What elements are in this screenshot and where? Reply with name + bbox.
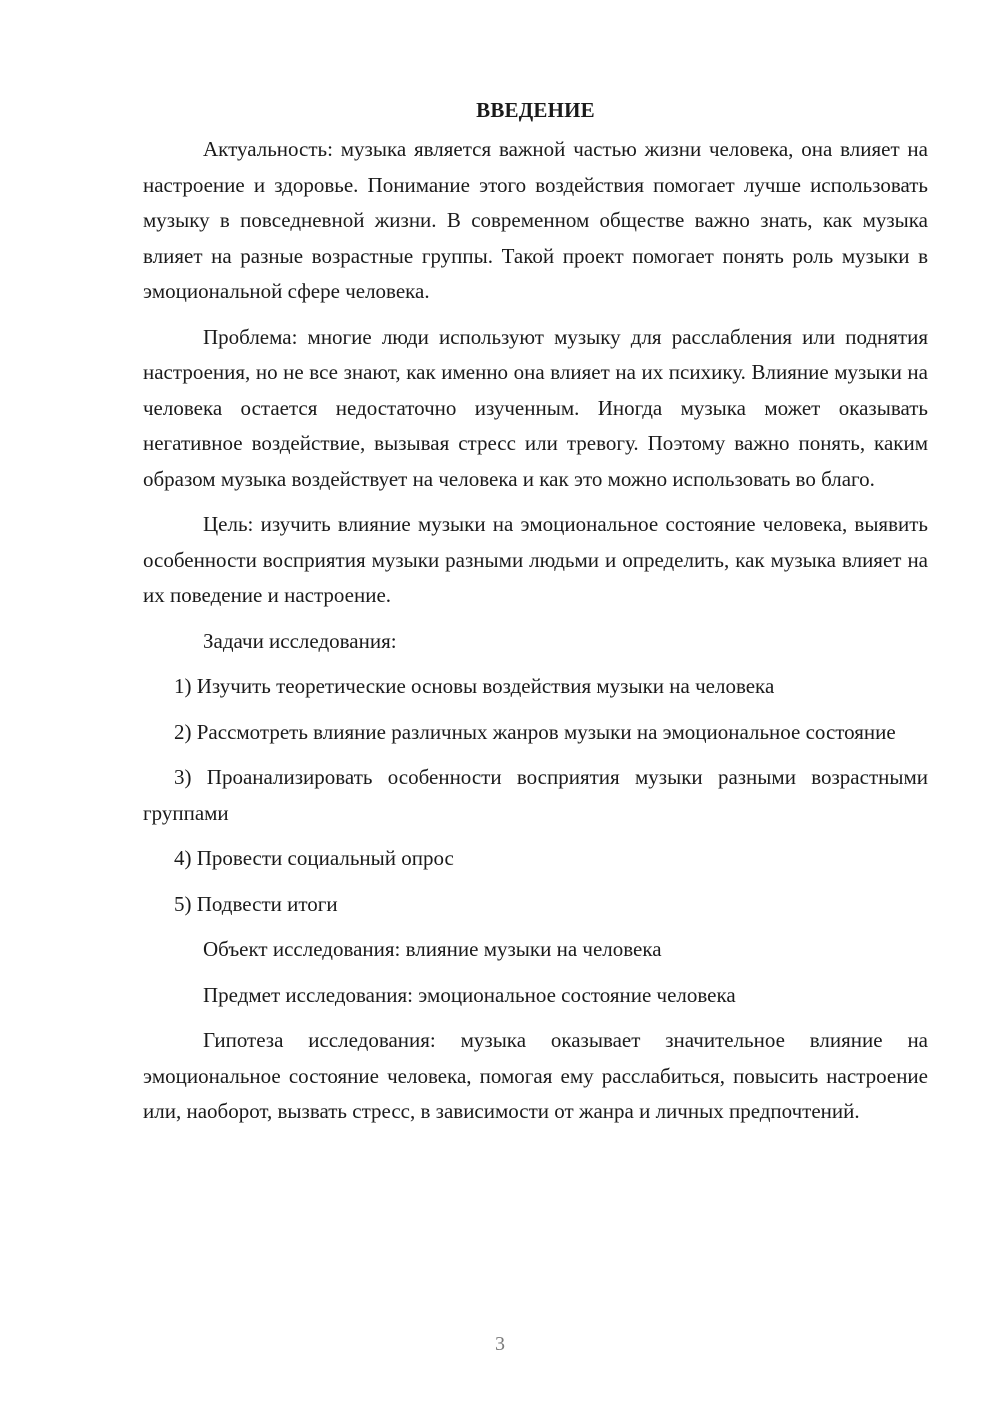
task-item: 5) Подвести итоги bbox=[174, 891, 338, 916]
research-subject: Предмет исследования: эмоциональное состояние человека bbox=[203, 982, 736, 1007]
task-item: 4) Провести социальный опрос bbox=[174, 846, 454, 870]
document-page bbox=[143, 96, 928, 1140]
tasks-list bbox=[143, 669, 928, 922]
problem-paragraph: Проблема: многие люди используют музыку для расслабления или поднятия настроения, но не все знают, как именно она влияет на их психику. Влияние музыки на человека остается недостаточно изученным. Иногда музыка может оказывать негативное воздействие, вызывая стресс или тревогу. Поэтому важно понять, каким образом музыка воздействует на человека и как это можно использовать во благо. bbox=[143, 324, 928, 491]
hypothesis-paragraph: Гипотеза исследования: музыка оказывает значительное влияние на эмоциональное состояние человека, помогая ему расслабиться, повысить настроение или, наоборот, вызвать стресс, в зависимости от жанра и личных предпочтений. bbox=[143, 1028, 928, 1123]
relevance-paragraph: Актуальность: музыка является важной частью жизни человека, она влияет на настроение и здоровье. Понимание этого воздействия помогает лучше использовать музыку в повседневной жизни. В современном обществе важно знать, как музыка влияет на разные возрастные группы. Такой проект помогает понять роль музыки в эмоциональной сфере человека. bbox=[143, 137, 928, 303]
research-object: Объект исследования: влияние музыки на человека bbox=[203, 937, 662, 961]
page-title: ВВЕДЕНИЕ bbox=[476, 98, 595, 122]
task-item: 2) Рассмотреть влияние различных жанров музыки на эмоциональное состояние bbox=[174, 719, 896, 744]
goal-paragraph: Цель: изучить влияние музыки на эмоциональное состояние человека, выявить особенности восприятия музыки разными людьми и определить, как музыка влияет на их поведение и настроение. bbox=[143, 512, 928, 607]
tasks-heading: Задачи исследования: bbox=[203, 628, 397, 653]
page-number: 3 bbox=[495, 1333, 505, 1355]
task-item: 3) Проанализировать особенности восприятия музыки разными возрастными группами bbox=[143, 765, 928, 825]
task-item: 1) Изучить теоретические основы воздействия музыки на человека bbox=[174, 674, 775, 698]
